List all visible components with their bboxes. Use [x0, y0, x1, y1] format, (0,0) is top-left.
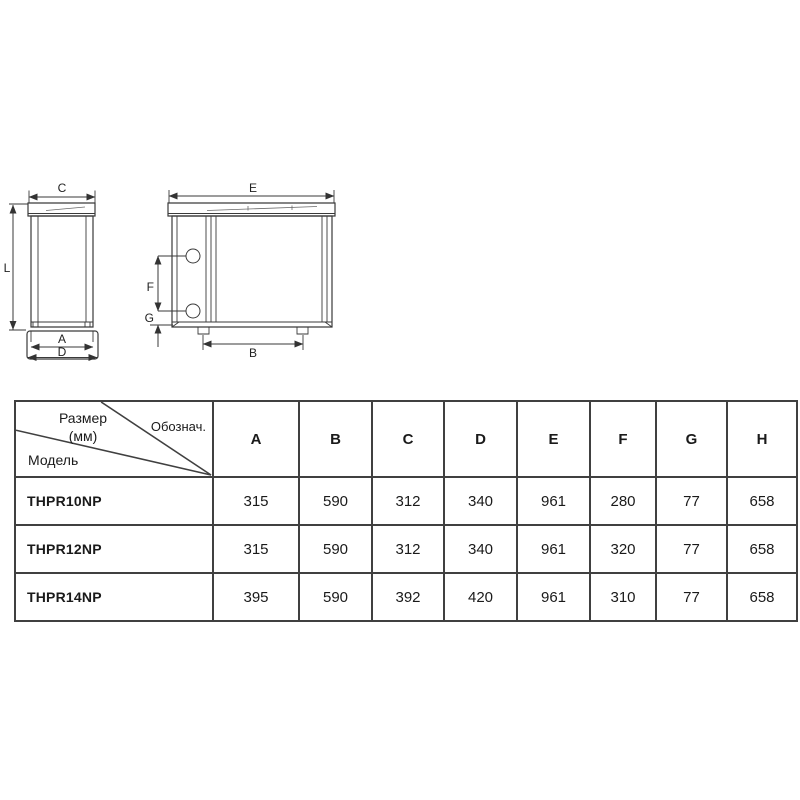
col-header-c: C — [372, 401, 444, 477]
col-header-f: F — [590, 401, 656, 477]
lower-pipe-connection — [186, 304, 200, 318]
value-cell: 315 — [213, 477, 299, 525]
value-cell: 320 — [590, 525, 656, 573]
col-header-e: E — [517, 401, 590, 477]
value-cell: 590 — [299, 573, 372, 621]
value-cell: 77 — [656, 573, 727, 621]
value-cell: 590 — [299, 477, 372, 525]
model-cell: THPR14NP — [15, 573, 213, 621]
col-header-g: G — [656, 401, 727, 477]
value-cell: 392 — [372, 573, 444, 621]
size-label: Размер — [58, 410, 108, 426]
dim-label-c: C — [57, 181, 67, 195]
value-cell: 658 — [727, 573, 797, 621]
col-header-d: D — [444, 401, 517, 477]
dim-label-d: D — [57, 345, 67, 359]
front-view — [150, 190, 335, 350]
value-cell: 312 — [372, 477, 444, 525]
value-cell: 77 — [656, 525, 727, 573]
side-view — [9, 191, 98, 360]
header-row — [15, 401, 797, 477]
value-cell: 961 — [517, 573, 590, 621]
dimension-drawing — [0, 180, 360, 370]
upper-pipe-connection — [186, 249, 200, 263]
col-header-b: B — [299, 401, 372, 477]
size-unit-label: (мм) — [68, 428, 98, 444]
corner-box — [16, 402, 212, 476]
value-cell: 340 — [444, 525, 517, 573]
dim-label-g: G — [144, 311, 154, 325]
value-cell: 280 — [590, 477, 656, 525]
dim-label-l: L — [3, 261, 11, 275]
model-cell: THPR10NP — [15, 477, 213, 525]
value-cell: 658 — [727, 525, 797, 573]
table-row — [15, 477, 797, 525]
dim-label-b: B — [248, 346, 258, 360]
dimensions-table — [14, 400, 798, 622]
value-cell: 315 — [213, 525, 299, 573]
value-cell: 77 — [656, 477, 727, 525]
value-cell: 312 — [372, 525, 444, 573]
table-row — [15, 525, 797, 573]
value-cell: 340 — [444, 477, 517, 525]
value-cell: 310 — [590, 573, 656, 621]
value-cell: 658 — [727, 477, 797, 525]
model-cell: THPR12NP — [15, 525, 213, 573]
col-header-a: A — [213, 401, 299, 477]
dim-label-f: F — [146, 280, 154, 294]
value-cell: 590 — [299, 525, 372, 573]
col-header-h: H — [727, 401, 797, 477]
value-cell: 961 — [517, 525, 590, 573]
dim-label-e: E — [248, 181, 258, 195]
table-row — [15, 573, 797, 621]
value-cell: 420 — [444, 573, 517, 621]
dimension-labels — [4, 181, 257, 360]
corner-header-cell — [15, 401, 213, 477]
value-cell: 961 — [517, 477, 590, 525]
value-cell: 395 — [213, 573, 299, 621]
model-label: Модель — [28, 452, 79, 468]
designation-label: Обознач. — [150, 419, 206, 434]
dim-label-a: A — [57, 332, 67, 346]
